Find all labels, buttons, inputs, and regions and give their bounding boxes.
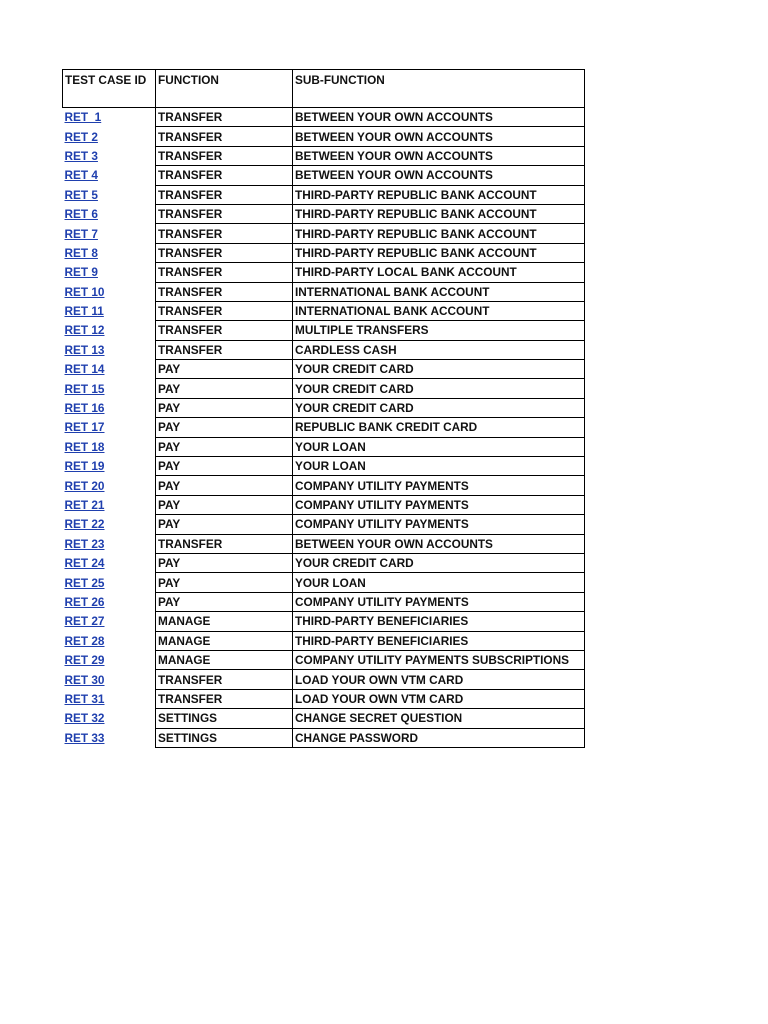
function-cell: SETTINGS: [156, 709, 293, 728]
table-row: [63, 709, 585, 728]
test-case-link[interactable]: RET 27: [64, 614, 105, 629]
test-case-id-cell: [63, 689, 156, 708]
sub-function-cell: YOUR CREDIT CARD: [293, 553, 585, 572]
test-case-id-cell: [63, 360, 156, 379]
test-case-id-cell: [63, 709, 156, 728]
test-case-id-cell: [63, 379, 156, 398]
sub-function-cell: YOUR CREDIT CARD: [293, 379, 585, 398]
test-case-link[interactable]: RET 15: [64, 381, 105, 396]
table-header: [63, 70, 585, 108]
sub-function-cell: COMPANY UTILITY PAYMENTS: [293, 592, 585, 611]
function-cell: PAY: [156, 457, 293, 476]
table-row: [63, 670, 585, 689]
sub-function-cell: MULTIPLE TRANSFERS: [293, 321, 585, 340]
sub-function-cell: THIRD-PARTY REPUBLIC BANK ACCOUNT: [293, 204, 585, 223]
sub-function-cell: YOUR CREDIT CARD: [293, 360, 585, 379]
test-case-id-cell: [63, 631, 156, 650]
test-case-link[interactable]: RET 8: [64, 245, 98, 260]
sub-function-cell: THIRD-PARTY REPUBLIC BANK ACCOUNT: [293, 224, 585, 243]
test-case-id-cell: [63, 418, 156, 437]
function-cell: PAY: [156, 515, 293, 534]
test-case-link[interactable]: RET 14: [64, 362, 105, 377]
sub-function-cell: YOUR LOAN: [293, 457, 585, 476]
test-case-id-cell: [63, 437, 156, 456]
function-cell: TRANSFER: [156, 534, 293, 553]
function-cell: TRANSFER: [156, 127, 293, 146]
header-function: FUNCTION: [156, 70, 293, 108]
test-case-link[interactable]: RET 13: [64, 342, 105, 357]
table-row: [63, 321, 585, 340]
function-cell: PAY: [156, 495, 293, 514]
test-case-link[interactable]: RET 10: [64, 284, 105, 299]
sub-function-cell: THIRD-PARTY REPUBLIC BANK ACCOUNT: [293, 185, 585, 204]
sub-function-cell: CHANGE PASSWORD: [293, 728, 585, 747]
test-case-link[interactable]: RET 17: [64, 420, 105, 435]
function-cell: TRANSFER: [156, 263, 293, 282]
test-case-link[interactable]: RET 16: [64, 401, 105, 416]
function-cell: PAY: [156, 553, 293, 572]
test-case-id-cell: [63, 146, 156, 165]
test-case-id-cell: [63, 515, 156, 534]
test-case-id-cell: [63, 108, 156, 127]
test-case-link[interactable]: RET_1: [64, 110, 102, 125]
test-case-id-cell: [63, 321, 156, 340]
table-row: [63, 476, 585, 495]
test-case-id-cell: [63, 398, 156, 417]
test-case-link[interactable]: RET 19: [64, 459, 105, 474]
test-case-link[interactable]: RET 33: [64, 730, 105, 745]
table-row: [63, 553, 585, 572]
test-case-id-cell: [63, 650, 156, 669]
test-case-id-cell: [63, 612, 156, 631]
test-case-link[interactable]: RET 26: [64, 594, 105, 609]
test-case-id-cell: [63, 224, 156, 243]
test-case-id-cell: [63, 534, 156, 553]
function-cell: TRANSFER: [156, 340, 293, 359]
sub-function-cell: BETWEEN YOUR OWN ACCOUNTS: [293, 146, 585, 165]
sub-function-cell: YOUR LOAN: [293, 437, 585, 456]
table-row: [63, 224, 585, 243]
function-cell: PAY: [156, 360, 293, 379]
table-row: [63, 437, 585, 456]
test-case-id-cell: [63, 127, 156, 146]
header-row: [63, 70, 585, 108]
function-cell: TRANSFER: [156, 301, 293, 320]
table-row: [63, 515, 585, 534]
sub-function-cell: REPUBLIC BANK CREDIT CARD: [293, 418, 585, 437]
sub-function-cell: BETWEEN YOUR OWN ACCOUNTS: [293, 166, 585, 185]
test-case-link[interactable]: RET 2: [64, 129, 98, 144]
test-case-id-cell: [63, 204, 156, 223]
test-case-link[interactable]: RET 18: [64, 439, 105, 454]
function-cell: PAY: [156, 476, 293, 495]
test-case-id-cell: [63, 592, 156, 611]
test-case-link[interactable]: RET 24: [64, 556, 105, 571]
header-sub-function: SUB-FUNCTION: [293, 70, 585, 108]
function-cell: TRANSFER: [156, 224, 293, 243]
sub-function-cell: INTERNATIONAL BANK ACCOUNT: [293, 301, 585, 320]
function-cell: MANAGE: [156, 612, 293, 631]
test-case-link[interactable]: RET 20: [64, 478, 105, 493]
test-case-id-cell: [63, 670, 156, 689]
table-body: [63, 108, 585, 748]
function-cell: TRANSFER: [156, 670, 293, 689]
sub-function-cell: CARDLESS CASH: [293, 340, 585, 359]
test-case-id-cell: [63, 553, 156, 572]
sub-function-cell: COMPANY UTILITY PAYMENTS: [293, 515, 585, 534]
test-case-id-cell: [63, 573, 156, 592]
sub-function-cell: YOUR CREDIT CARD: [293, 398, 585, 417]
table-row: [63, 146, 585, 165]
table-row: [63, 108, 585, 127]
test-case-link[interactable]: RET 7: [64, 226, 98, 241]
test-case-link[interactable]: RET 6: [64, 207, 98, 222]
function-cell: TRANSFER: [156, 689, 293, 708]
function-cell: PAY: [156, 592, 293, 611]
sub-function-cell: LOAD YOUR OWN VTM CARD: [293, 689, 585, 708]
test-case-id-cell: [63, 476, 156, 495]
test-case-link[interactable]: RET 5: [64, 187, 98, 202]
sub-function-cell: YOUR LOAN: [293, 573, 585, 592]
sub-function-cell: BETWEEN YOUR OWN ACCOUNTS: [293, 127, 585, 146]
sub-function-cell: INTERNATIONAL BANK ACCOUNT: [293, 282, 585, 301]
test-case-id-cell: [63, 243, 156, 262]
function-cell: MANAGE: [156, 631, 293, 650]
sub-function-cell: THIRD-PARTY BENEFICIARIES: [293, 612, 585, 631]
table-row: [63, 243, 585, 262]
table-row: [63, 612, 585, 631]
table-row: [63, 166, 585, 185]
test-case-link[interactable]: RET 3: [64, 148, 98, 163]
test-case-link[interactable]: RET 22: [64, 517, 105, 532]
test-case-id-cell: [63, 457, 156, 476]
test-case-link[interactable]: RET 32: [64, 711, 105, 726]
sub-function-cell: LOAD YOUR OWN VTM CARD: [293, 670, 585, 689]
sub-function-cell: THIRD-PARTY REPUBLIC BANK ACCOUNT: [293, 243, 585, 262]
test-case-link[interactable]: RET 11: [64, 304, 104, 319]
table-row: [63, 282, 585, 301]
test-case-id-cell: [63, 301, 156, 320]
test-case-link[interactable]: RET 30: [64, 672, 105, 687]
table-row: [63, 457, 585, 476]
table-row: [63, 360, 585, 379]
table-row: [63, 204, 585, 223]
sub-function-cell: THIRD-PARTY LOCAL BANK ACCOUNT: [293, 263, 585, 282]
table-row: [63, 418, 585, 437]
function-cell: MANAGE: [156, 650, 293, 669]
function-cell: PAY: [156, 379, 293, 398]
test-case-id-cell: [63, 185, 156, 204]
sub-function-cell: CHANGE SECRET QUESTION: [293, 709, 585, 728]
table-row: [63, 263, 585, 282]
test-case-id-cell: [63, 166, 156, 185]
function-cell: TRANSFER: [156, 282, 293, 301]
table-row: [63, 689, 585, 708]
test-case-link[interactable]: RET 25: [64, 575, 105, 590]
sub-function-cell: BETWEEN YOUR OWN ACCOUNTS: [293, 108, 585, 127]
test-case-link[interactable]: RET 4: [64, 168, 98, 183]
test-case-id-cell: [63, 282, 156, 301]
function-cell: TRANSFER: [156, 321, 293, 340]
table-row: [63, 573, 585, 592]
test-case-sheet: [62, 69, 584, 748]
test-case-id-cell: [63, 495, 156, 514]
function-cell: TRANSFER: [156, 185, 293, 204]
table-row: [63, 631, 585, 650]
table-row: [63, 728, 585, 747]
table-row: [63, 398, 585, 417]
function-cell: PAY: [156, 398, 293, 417]
function-cell: TRANSFER: [156, 166, 293, 185]
test-case-table: [62, 69, 585, 748]
table-row: [63, 650, 585, 669]
test-case-link[interactable]: RET 31: [64, 691, 105, 706]
table-row: [63, 127, 585, 146]
sub-function-cell: BETWEEN YOUR OWN ACCOUNTS: [293, 534, 585, 553]
test-case-link[interactable]: RET 29: [64, 653, 105, 668]
table-row: [63, 301, 585, 320]
function-cell: PAY: [156, 418, 293, 437]
table-row: [63, 340, 585, 359]
table-row: [63, 592, 585, 611]
sub-function-cell: COMPANY UTILITY PAYMENTS: [293, 476, 585, 495]
function-cell: SETTINGS: [156, 728, 293, 747]
test-case-id-cell: [63, 340, 156, 359]
header-test-case-id: TEST CASE ID: [63, 70, 156, 108]
sub-function-cell: THIRD-PARTY BENEFICIARIES: [293, 631, 585, 650]
test-case-id-cell: [63, 728, 156, 747]
test-case-link[interactable]: RET 28: [64, 633, 105, 648]
function-cell: PAY: [156, 437, 293, 456]
function-cell: TRANSFER: [156, 108, 293, 127]
sub-function-cell: COMPANY UTILITY PAYMENTS: [293, 495, 585, 514]
sub-function-cell: COMPANY UTILITY PAYMENTS SUBSCRIPTIONS: [293, 650, 585, 669]
table-row: [63, 379, 585, 398]
test-case-link[interactable]: RET 23: [64, 536, 105, 551]
function-cell: TRANSFER: [156, 204, 293, 223]
test-case-link[interactable]: RET 12: [64, 323, 105, 338]
test-case-id-cell: [63, 263, 156, 282]
table-row: [63, 534, 585, 553]
test-case-link[interactable]: RET 21: [64, 498, 105, 512]
table-row: [63, 495, 585, 514]
test-case-link[interactable]: RET 9: [64, 265, 98, 280]
function-cell: TRANSFER: [156, 146, 293, 165]
table-row: [63, 185, 585, 204]
function-cell: TRANSFER: [156, 243, 293, 262]
function-cell: PAY: [156, 573, 293, 592]
